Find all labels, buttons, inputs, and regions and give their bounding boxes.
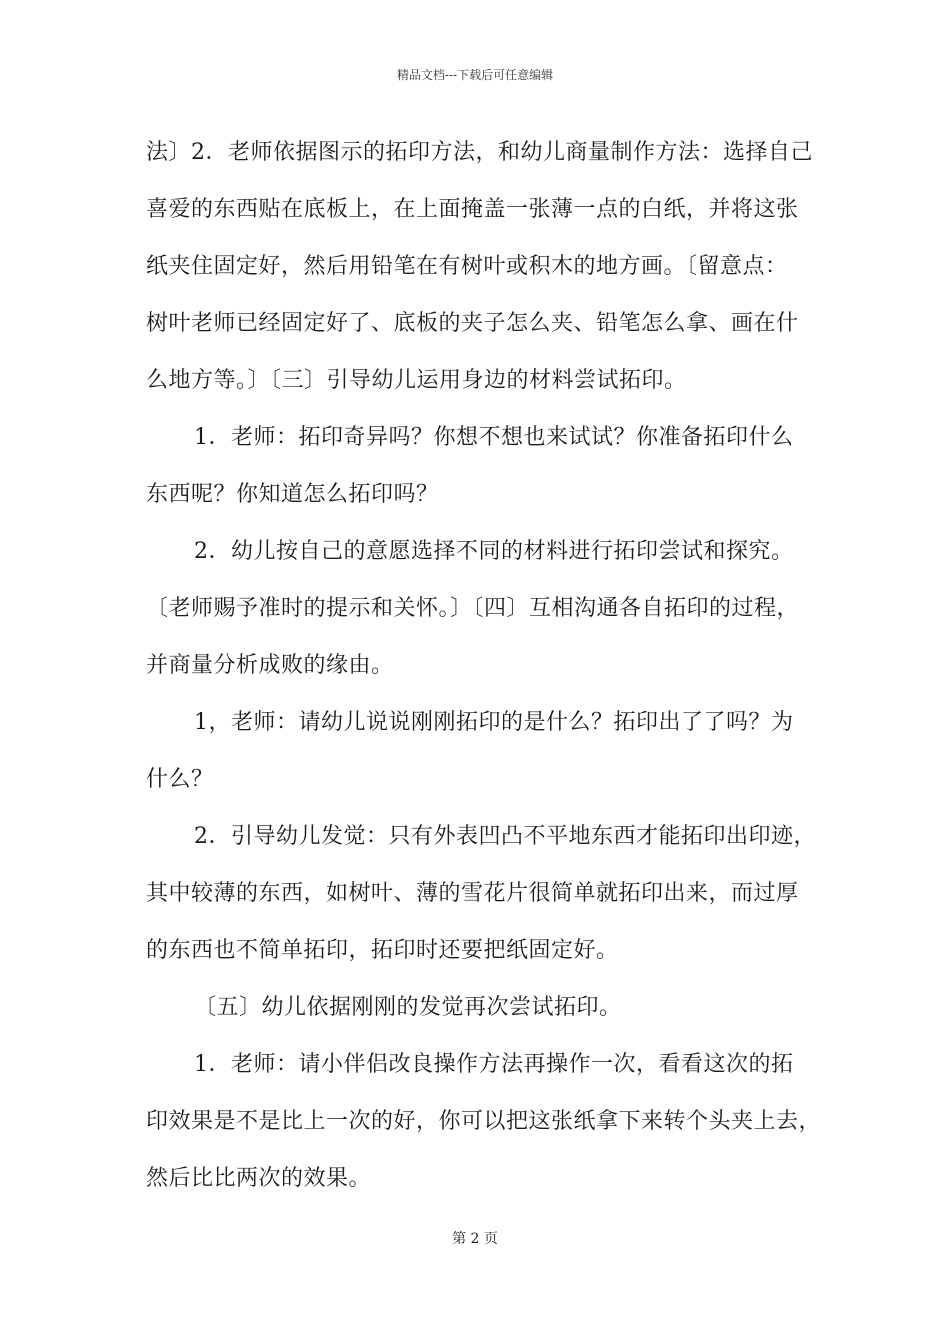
text-line: 什么？: [146, 767, 214, 792]
text-line: 并商量分析成败的缘由。: [146, 653, 394, 678]
text-line: 1．老师：请小伴侣改良操作方法再操作一次，看看这次的拓: [194, 1052, 794, 1077]
text-line: 树叶老师已经固定好了、底板的夹子怎么夹、铅笔怎么拿、画在什: [146, 311, 799, 336]
text-line: 〔老师赐予准时的提示和关怀。〕〔四〕互相沟通各自拓印的过程，: [146, 596, 800, 621]
text-line: 〔五〕幼儿依据刚刚的发觉再次尝试拓印。: [194, 995, 622, 1020]
text-line: 1，老师：请幼儿说说刚刚拓印的是什么？拓印出了了吗？为: [194, 710, 794, 735]
text-line: 其中较薄的东西，如树叶、薄的雪花片很简单就拓印出来，而过厚: [146, 881, 799, 906]
text-line: 法〕2．老师依据图示的拓印方法，和幼儿商量制作方法：选择自己: [146, 140, 813, 165]
text-line: 的东西也不简单拓印，拓印时还要把纸固定好。: [146, 938, 619, 963]
text-line: 么地方等。〕〔三〕引导幼儿运用身边的材料尝试拓印。: [146, 368, 687, 393]
text-line: 东西呢？你知道怎么拓印吗？: [146, 482, 439, 507]
page-header: 精品文档---下载后可任意编辑: [396, 68, 554, 82]
text-line: 纸夹住固定好，然后用铅笔在有树叶或积木的地方画。〔留意点：: [146, 254, 788, 279]
text-line: 然后比比两次的效果。: [146, 1166, 372, 1191]
document-body: [146, 130, 822, 1213]
page-number: 第 2 页: [452, 1231, 498, 1247]
text-line: 印效果是不是比上一次的好，你可以把这张纸拿下来转个头夹上去，: [146, 1109, 822, 1134]
text-line: 1．老师：拓印奇异吗？你想不想也来试试？你准备拓印什么: [194, 425, 794, 450]
text-line: 喜爱的东西贴在底板上，在上面掩盖一张薄一点的白纸，并将这张: [146, 197, 799, 222]
text-line: 2．幼儿按自己的意愿选择不同的材料进行拓印尝试和探究。: [194, 539, 794, 564]
text-line: 2．引导幼儿发觉：只有外表凹凸不平地东西才能拓印出印迹，: [194, 824, 816, 849]
